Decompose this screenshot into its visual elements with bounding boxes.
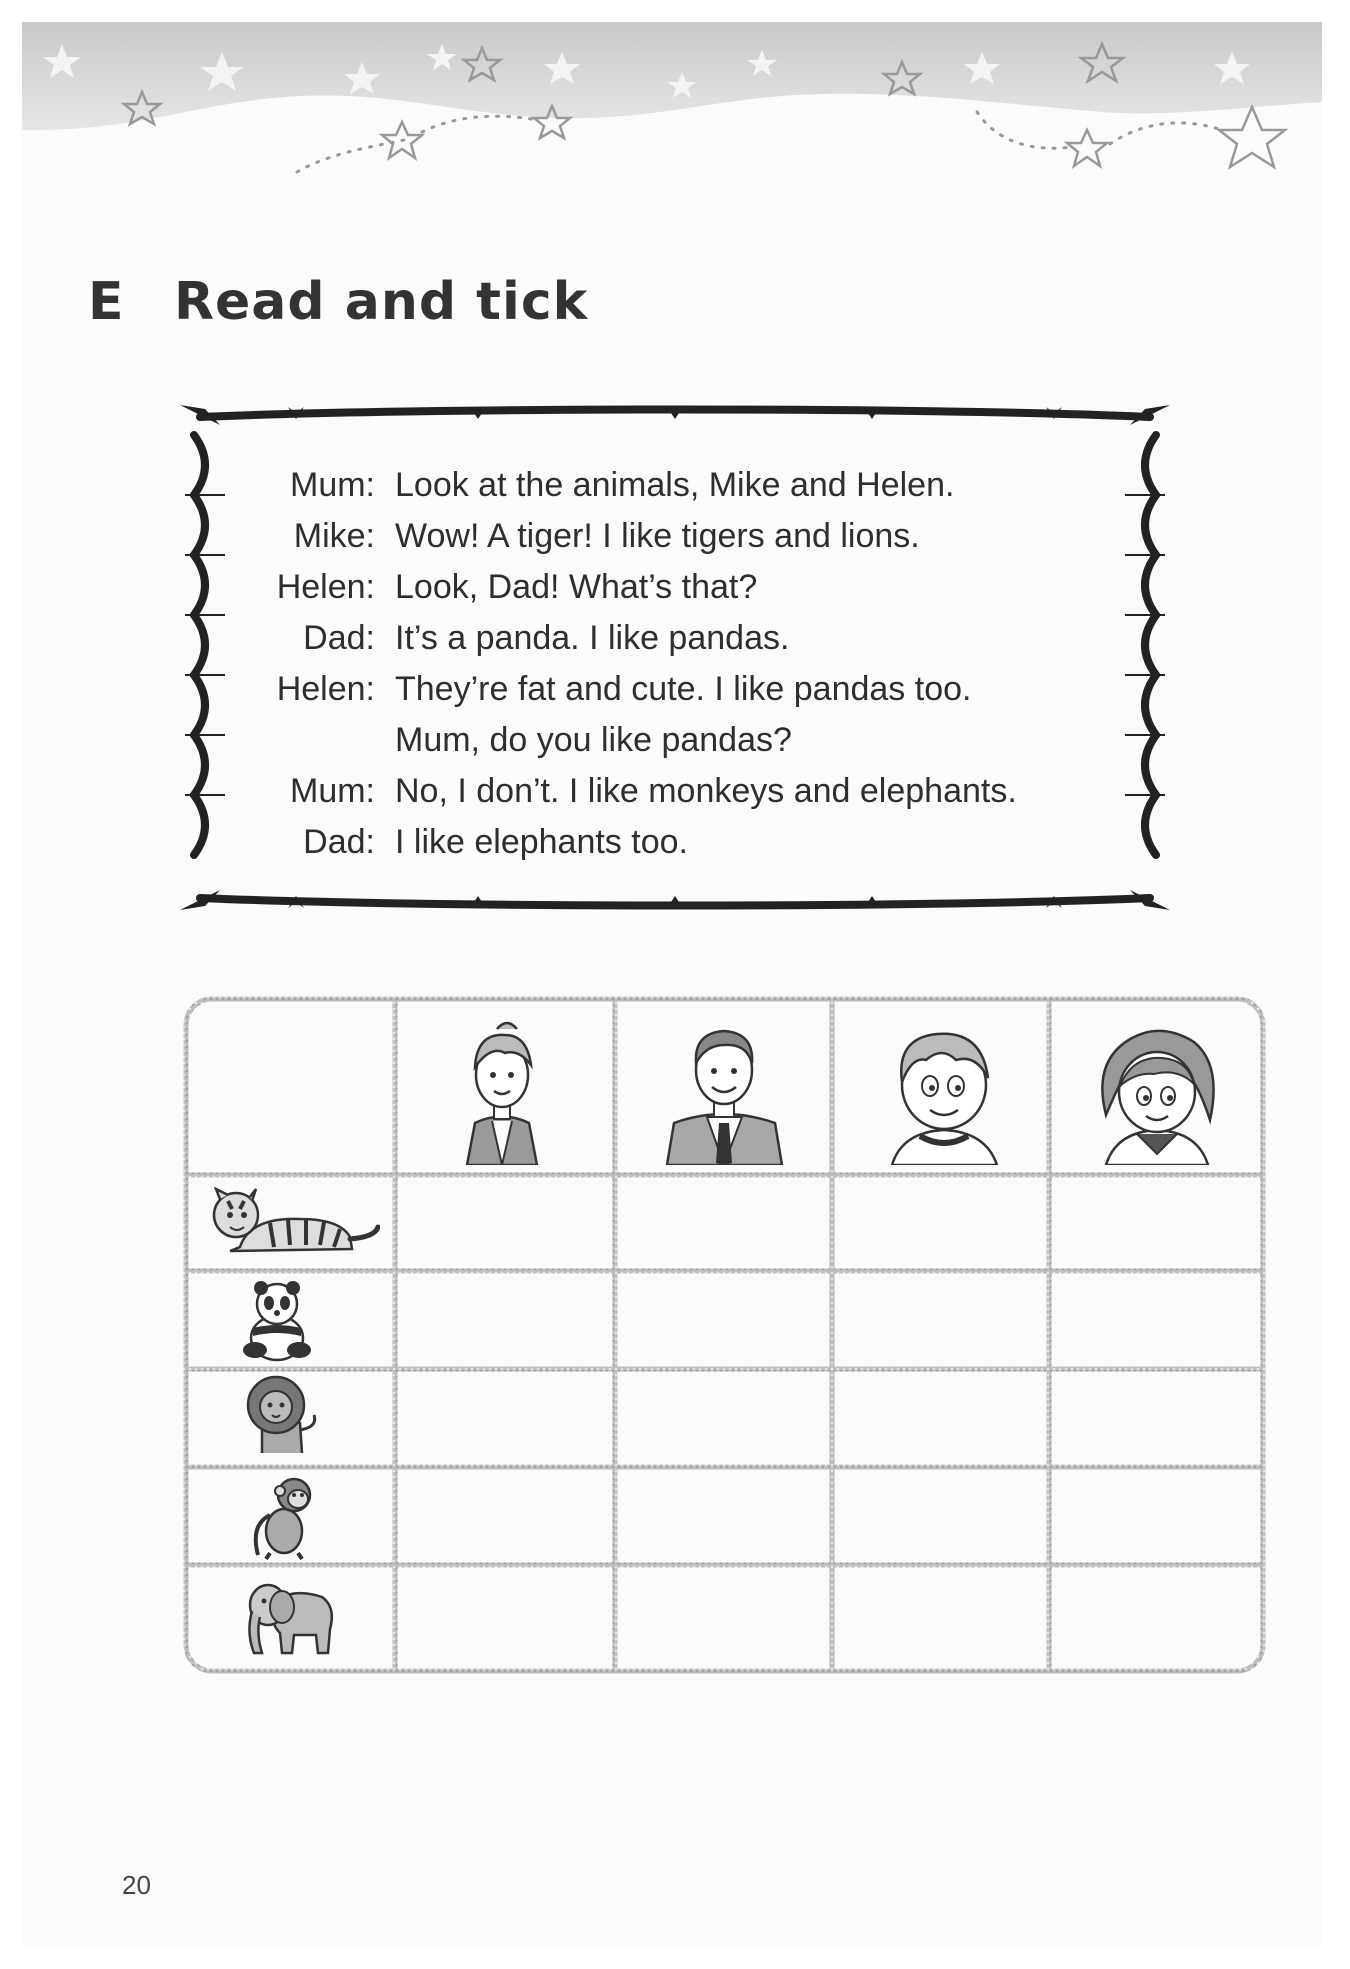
dad-icon [662, 1015, 787, 1165]
dialogue [250, 460, 1130, 868]
tick-cell-lion-mum[interactable] [398, 1372, 612, 1464]
tick-cell-lion-dad[interactable] [618, 1372, 829, 1464]
dialogue-line [250, 511, 1130, 562]
tick-cell-monkey-dad[interactable] [618, 1470, 829, 1562]
page-number: 20 [122, 1870, 151, 1900]
speaker-name: Mike: [293, 517, 375, 555]
spoken-text: I like elephants too. [395, 823, 688, 861]
tick-cell-elephant-mum[interactable] [398, 1568, 612, 1666]
tiger-icon [200, 1187, 380, 1257]
dialogue-line [250, 562, 1130, 613]
elephant-icon [242, 1573, 337, 1658]
panda-icon [237, 1278, 317, 1363]
exercise-heading [88, 272, 588, 332]
helen-icon [1092, 1020, 1222, 1165]
spoken-text: Look at the animals, Mike and Helen. [395, 466, 955, 504]
spoken-text: It’s a panda. I like pandas. [395, 619, 790, 657]
tick-cell-monkey-mike[interactable] [835, 1470, 1046, 1562]
tick-cell-tiger-mike[interactable] [835, 1178, 1046, 1268]
monkey-icon [250, 1475, 320, 1560]
spoken-text: Look, Dad! What’s that? [395, 568, 758, 606]
dialogue-line [250, 613, 1130, 664]
tick-cell-monkey-mum[interactable] [398, 1470, 612, 1562]
dialogue-line [250, 460, 1130, 511]
speaker-name [250, 715, 395, 766]
spoken-text: Wow! A tiger! I like tigers and lions. [395, 517, 920, 555]
speaker-name: Dad: [303, 619, 375, 657]
tick-cell-tiger-dad[interactable] [618, 1178, 829, 1268]
speaker-name: Helen: [276, 670, 375, 708]
speaker-name: Mum: [290, 772, 375, 810]
tick-cell-tiger-mum[interactable] [398, 1178, 612, 1268]
speaker-name: Helen: [276, 568, 375, 606]
tick-cell-tiger-helen[interactable] [1052, 1178, 1257, 1268]
tick-cell-lion-mike[interactable] [835, 1372, 1046, 1464]
tick-cell-elephant-helen[interactable] [1052, 1568, 1257, 1666]
tick-cell-monkey-helen[interactable] [1052, 1470, 1257, 1562]
mum-icon [447, 1015, 557, 1165]
tick-cell-elephant-mike[interactable] [835, 1568, 1046, 1666]
tick-cell-panda-helen[interactable] [1052, 1274, 1257, 1366]
speaker-name: Dad: [303, 823, 375, 861]
dialogue-line [250, 715, 1130, 766]
tick-table [182, 995, 1267, 1675]
tick-cell-lion-helen[interactable] [1052, 1372, 1257, 1464]
speaker-name: Mum: [290, 466, 375, 504]
exercise-letter: E [88, 272, 125, 332]
dialogue-line [250, 766, 1130, 817]
star-banner [22, 22, 1322, 212]
tick-cell-panda-mike[interactable] [835, 1274, 1046, 1366]
tick-cell-panda-dad[interactable] [618, 1274, 829, 1366]
tick-cell-panda-mum[interactable] [398, 1274, 612, 1366]
mike-icon [882, 1020, 1007, 1165]
dialogue-line [250, 817, 1130, 868]
tick-cell-elephant-dad[interactable] [618, 1568, 829, 1666]
lion-icon [240, 1375, 320, 1455]
exercise-title: Read and tick [174, 272, 589, 332]
spoken-text: They’re fat and cute. I like pandas too. [395, 670, 972, 708]
spoken-text: Mum, do you like pandas? [395, 721, 792, 759]
dialogue-line [250, 664, 1130, 715]
spoken-text: No, I don’t. I like monkeys and elephants. [395, 772, 1017, 810]
